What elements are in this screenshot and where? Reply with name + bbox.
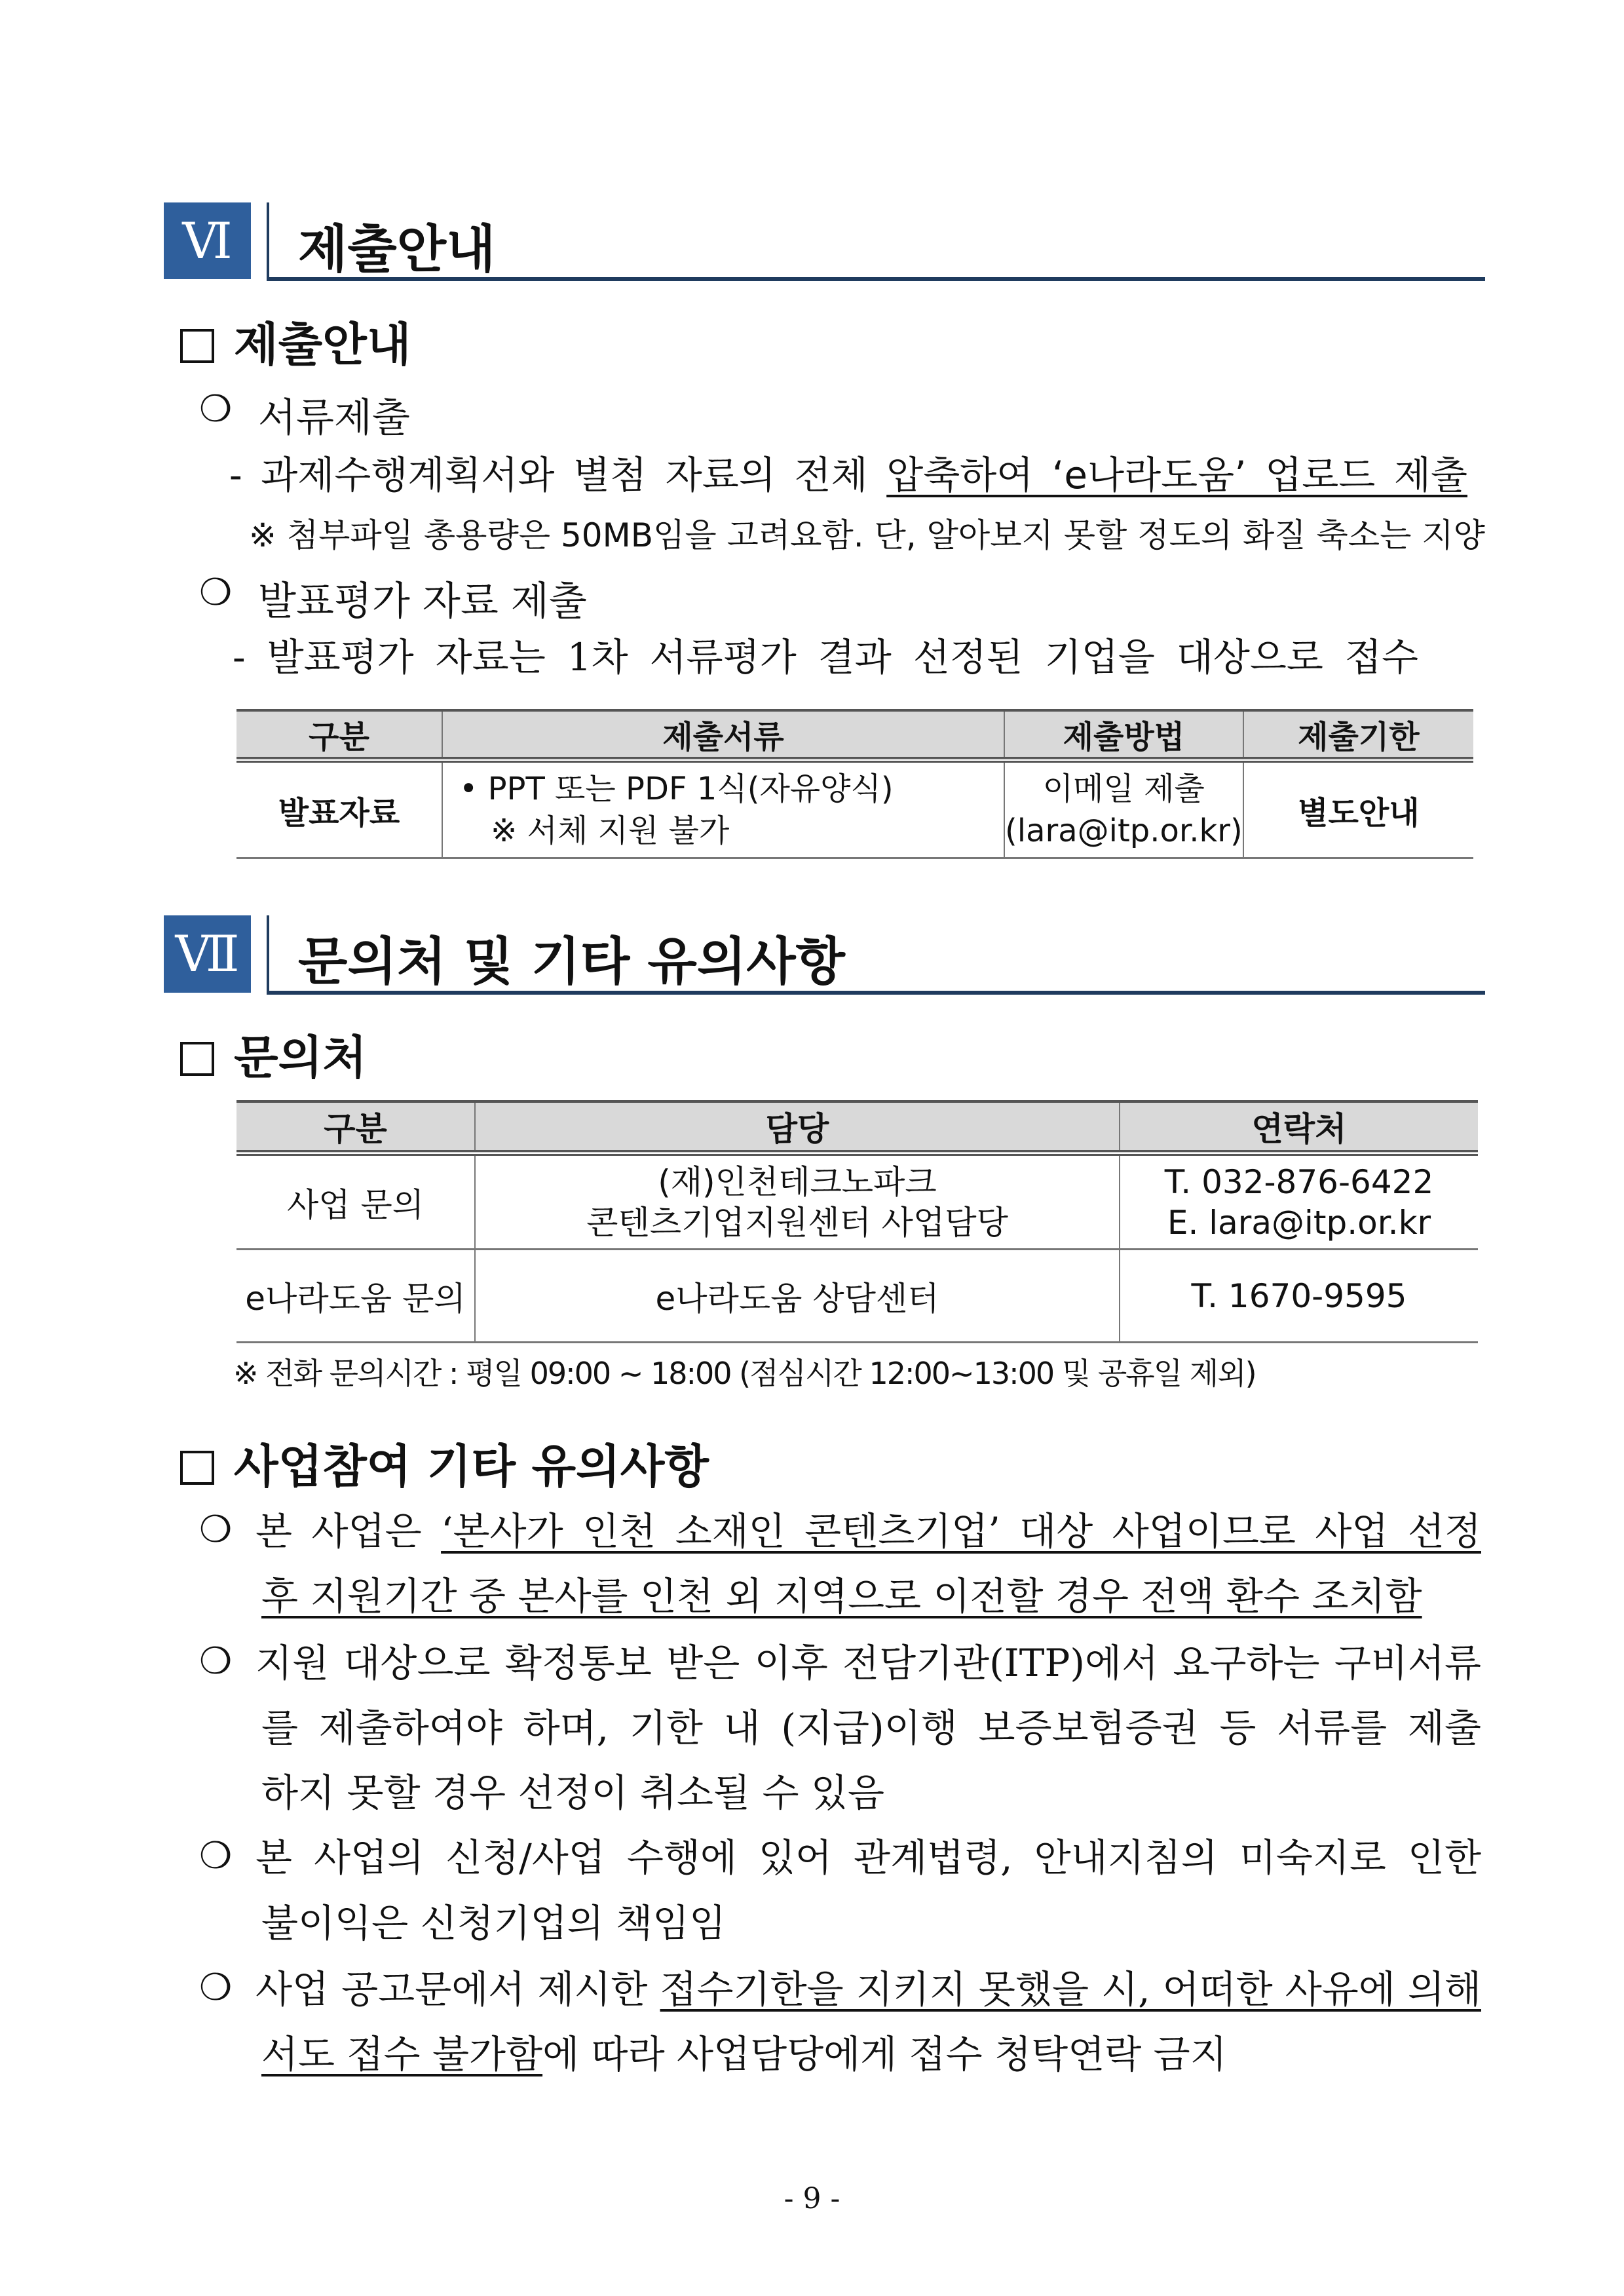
cell-deadline: 별도안내: [1243, 760, 1473, 858]
notice-line: [255, 1508, 1481, 1554]
email-link[interactable]: E. lara@itp.or.kr: [1167, 1203, 1431, 1242]
cell-type: 발표자료: [236, 760, 442, 858]
notice-line: 하지 못할 경우 선정이 취소될 수 있음: [261, 1770, 885, 1815]
subheading: [180, 1430, 709, 1496]
note: ※ 전화 문의시간 : 평일 09:00 ~ 18:00 (점심시간 12:00~13:00 및 공휴일 제외): [233, 1356, 1256, 1391]
doc-line: ※ 서체 지원 불가: [491, 813, 730, 849]
notice-line: 후 지원기간 중 본사를 인천 외 지역으로 이전할 경우 전액 환수 조치함: [261, 1574, 1422, 1618]
cell-owner: [475, 1153, 1120, 1250]
notice-line: [255, 1966, 1481, 2012]
note: ※ 첨부파일 총용량은 50MB임을 고려요함. 단, 알아보지 못할 정도의 화질 축소는 지양: [249, 516, 1485, 554]
section-title: 문의처 및 기타 유의사항: [298, 932, 845, 991]
col-header: 제출기한: [1243, 710, 1473, 760]
table-row: [236, 1250, 1478, 1343]
table-row: [236, 1153, 1478, 1250]
subheading-text: 사업참여 기타 유의사항: [234, 1440, 709, 1493]
section-title: 제출안내: [298, 220, 496, 279]
table-row: [236, 760, 1473, 858]
bullet-icon: ❍: [199, 1640, 233, 1683]
checkbox-square-icon: [180, 1451, 214, 1485]
item-line: - 발표평가 자료는 1차 서류평가 결과 선정된 기업을 대상으로 접수: [233, 635, 1418, 679]
method-line: 이메일 제출: [1042, 771, 1205, 807]
col-header: 제출서류: [442, 710, 1004, 760]
cell-type: e나라도움 문의: [236, 1250, 475, 1343]
bullet-icon: ❍: [199, 1835, 233, 1877]
underlined-text: ‘본사가 인천 소재인 콘텐츠기업’ 대상 사업이므로 사업 선정: [441, 1509, 1481, 1554]
cell-contact: T. 1670-9595: [1120, 1250, 1478, 1343]
underlined-text: 접수기한을 지키지 못했을 시, 어떠한 사유에 의해: [660, 1967, 1482, 2012]
page-number: - 9 -: [784, 2182, 840, 2215]
section-number-badge: Ⅵ: [164, 202, 251, 279]
underlined-text: 압축하여 ‘e나라도움’ 업로드 제출: [886, 453, 1468, 497]
doc-line: • PPT 또는 PDF 1식(자유양식): [459, 771, 894, 807]
bullet-icon: ❍: [199, 1508, 233, 1551]
bullet-icon: ❍: [199, 388, 233, 430]
text: 에 따라 사업담당에게 접수 청탁연락 금지: [542, 2032, 1227, 2076]
cell-documents: [442, 760, 1004, 858]
section-number-badge: Ⅶ: [164, 915, 251, 993]
text: 본 사업은: [255, 1509, 442, 1554]
text: 사업 공고문에서 제시한: [255, 1967, 660, 2012]
cell-method: [1004, 760, 1243, 858]
checkbox-square-icon: [180, 329, 214, 363]
notice-line: 지원 대상으로 확정통보 받은 이후 전담기관(ITP)에서 요구하는 구비서류: [255, 1641, 1481, 1685]
subheading-text: 제출안내: [234, 318, 411, 372]
item-label: 발표평가 자료 제출: [258, 579, 587, 624]
underlined-text: 서도 접수 불가함: [261, 2032, 543, 2076]
owner-line: (재)인천테크노파크: [658, 1162, 937, 1201]
notice-line: [261, 2031, 1227, 2077]
col-header: 구분: [236, 710, 442, 760]
col-header: 제출방법: [1004, 710, 1243, 760]
col-header: 담당: [475, 1101, 1120, 1153]
email-link[interactable]: (lara@itp.or.kr): [1005, 813, 1243, 849]
subheading-text: 문의처: [234, 1031, 367, 1084]
text: - 과제수행계획서와 별첨 자료의 전체: [229, 453, 887, 497]
item-label: 서류제출: [258, 395, 410, 441]
col-header: 구분: [236, 1101, 475, 1153]
contact-table: [236, 1100, 1478, 1343]
owner-line: 콘텐츠기업지원센터 사업담당: [586, 1203, 1008, 1242]
notice-line: 를 제출하여야 하며, 기한 내 (지급)이행 보증보험증권 등 서류를 제출: [261, 1706, 1481, 1750]
item-line: [229, 452, 1467, 498]
cell-owner: e나라도움 상담센터: [475, 1250, 1120, 1343]
bullet-icon: ❍: [199, 1966, 233, 2009]
subheading: [180, 308, 411, 374]
cell-type: 사업 문의: [236, 1153, 475, 1250]
checkbox-square-icon: [180, 1042, 214, 1076]
bullet-icon: ❍: [199, 571, 233, 614]
notice-line: 불이익은 신청기업의 책임임: [261, 1901, 727, 1945]
cell-contact: [1120, 1153, 1478, 1250]
phone: T. 032-876-6422: [1164, 1162, 1434, 1201]
notice-line: 본 사업의 신청/사업 수행에 있어 관계법령, 안내지침의 미숙지로 인한: [255, 1835, 1481, 1880]
col-header: 연락처: [1120, 1101, 1478, 1153]
subheading: [180, 1021, 367, 1087]
submission-table: [236, 709, 1473, 859]
